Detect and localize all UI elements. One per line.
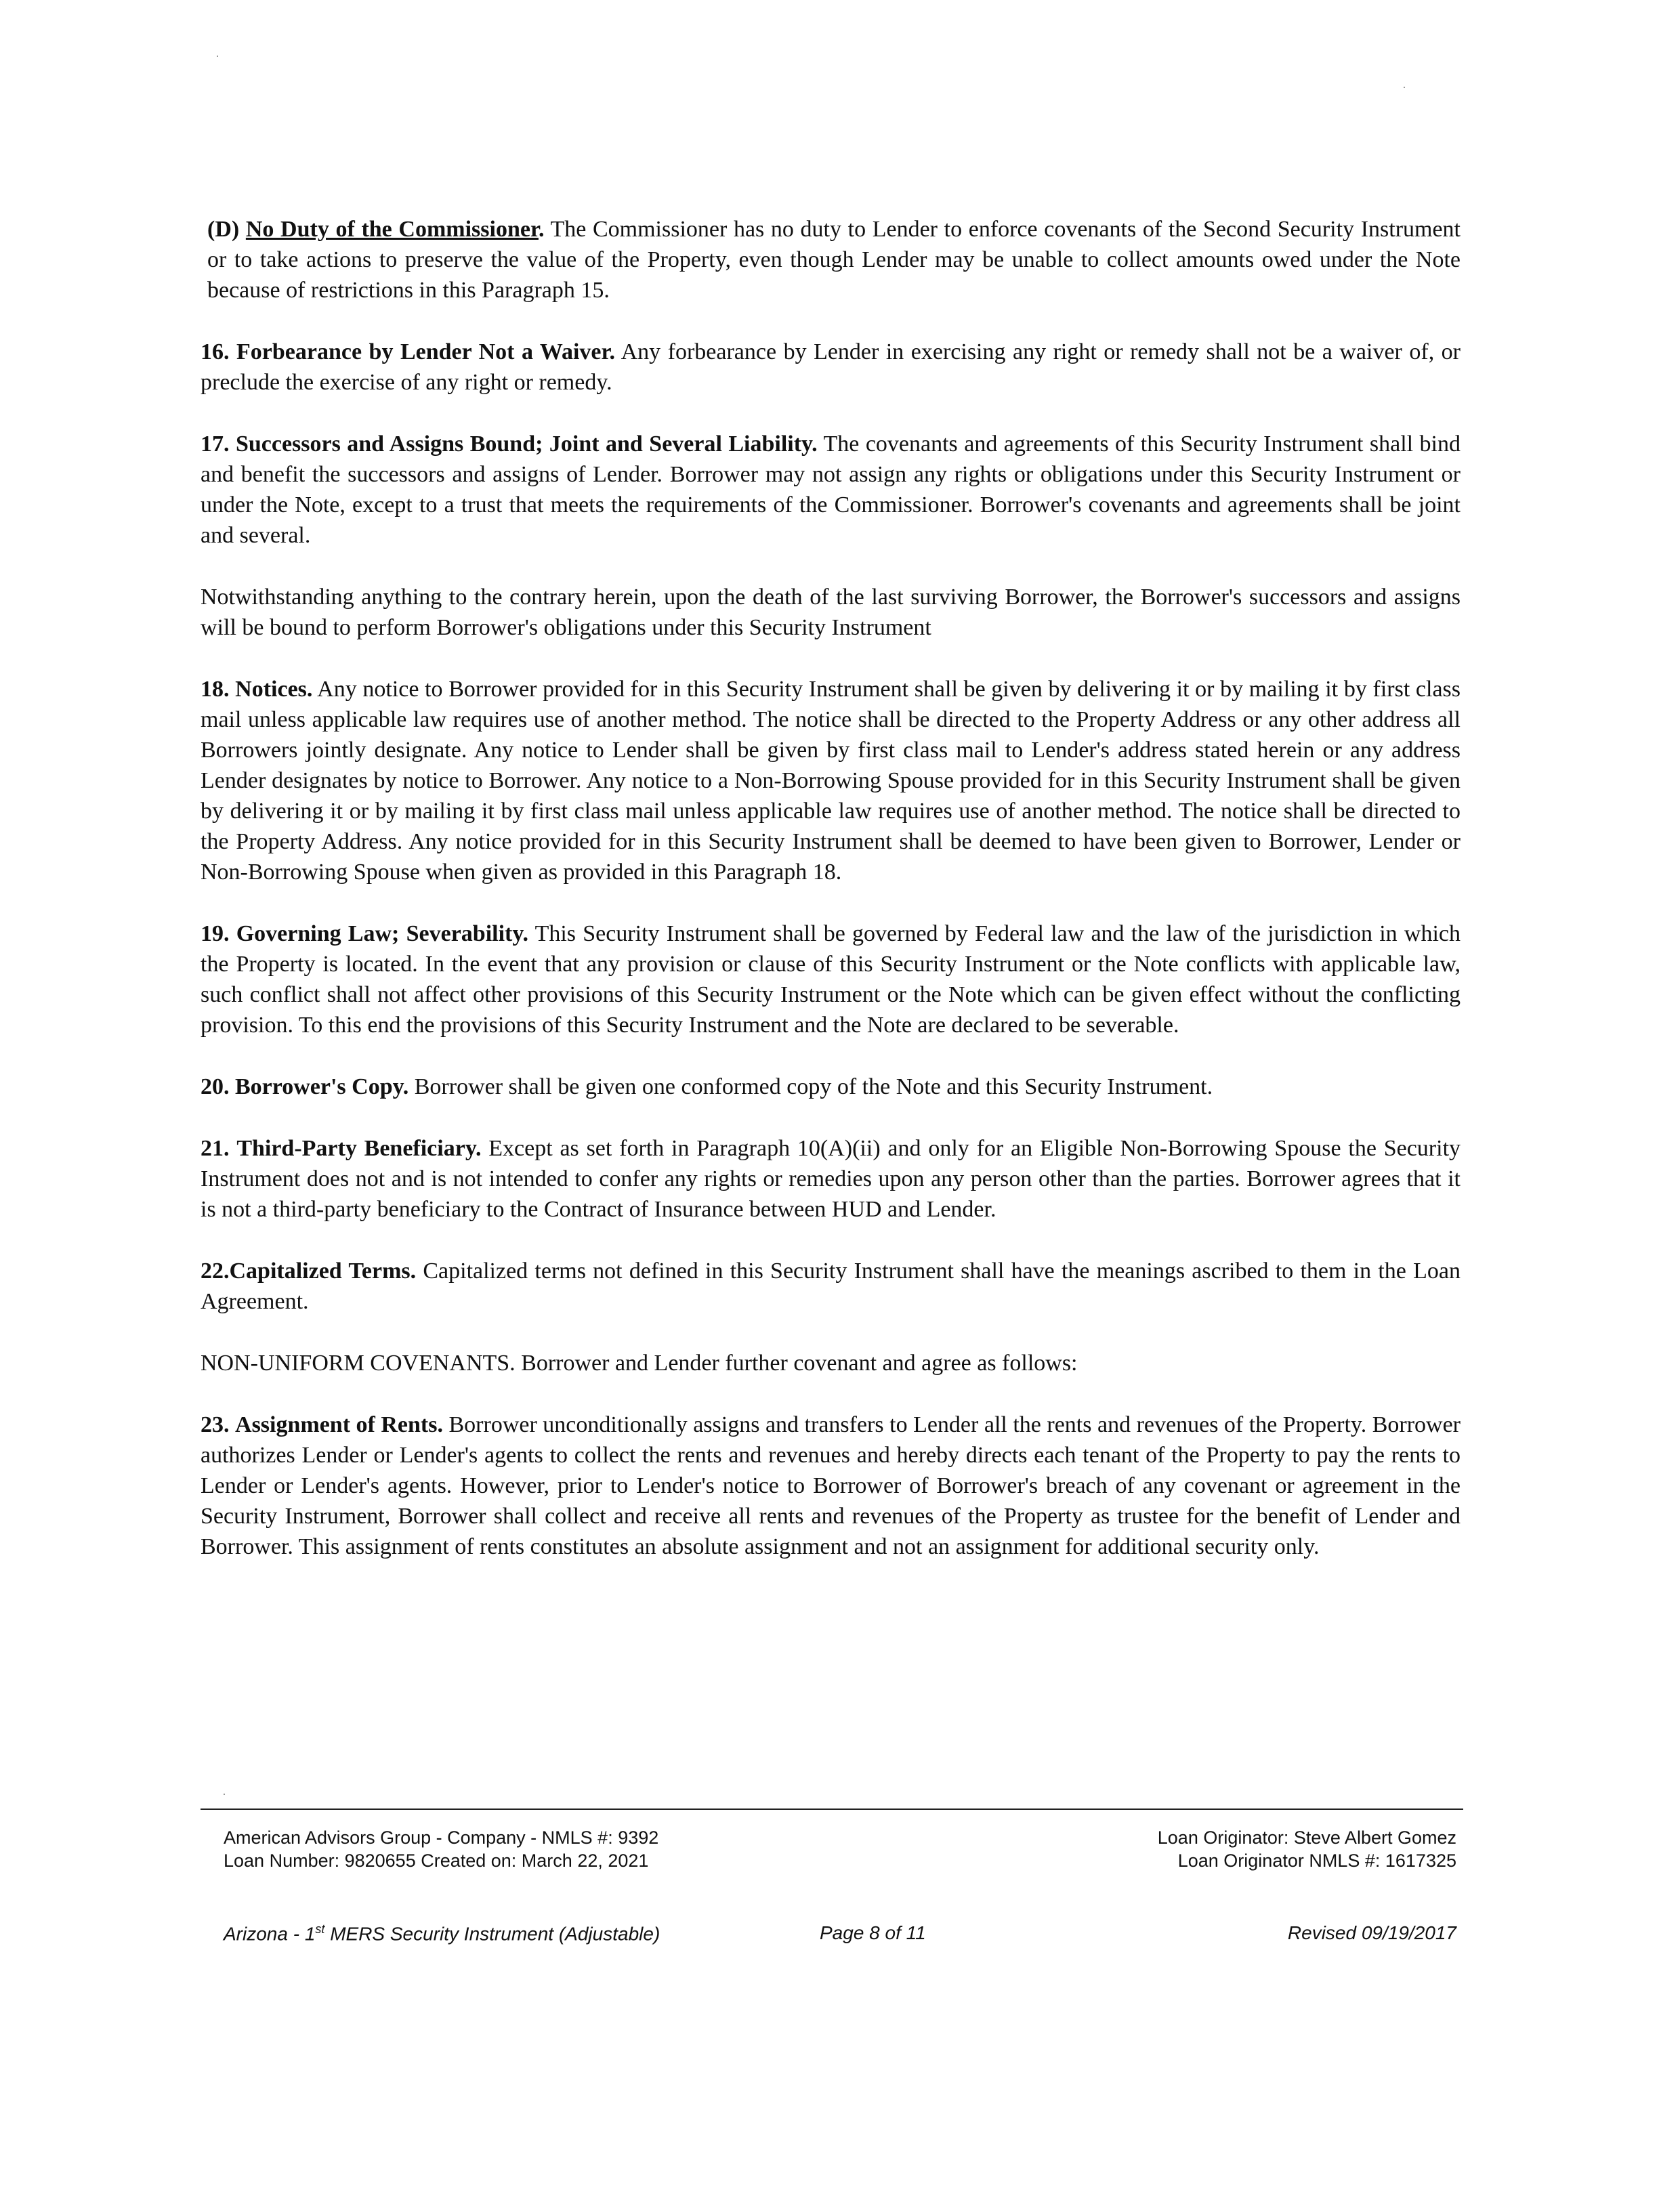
paragraph-21-third-party <box>201 1133 1461 1225</box>
paragraph-number: 23. <box>201 1412 230 1437</box>
footer-divider <box>201 1808 1463 1810</box>
scan-speck <box>1404 87 1405 88</box>
paragraph-heading: Capitalized Terms. <box>229 1258 417 1284</box>
paragraph-text: Any notice to Borrower provided for in this Security Instrument shall be given by delivering it or by mailing it by first class mail unless applicable law requires use of another method. The notice shall be directed to the Property Address or any other address all Borrowers jointly designate. Any notice to Lender shall be given by first class mail to Lender's address stated herein or any address Lender designates by notice to Borrower. Any notice to a Non-Borrowing Spouse provided for in this Security Instrument shall be given by delivering it or by mailing it by first class mail unless applicable law requires use of another method. The notice shall be directed to the Property Address. Any notice provided for in this Security Instrument shall be deemed to have been given to Borrower, Lender or Non-Borrowing Spouse when given as provided in this Paragraph 18. <box>201 677 1461 885</box>
footer-originator-info <box>1158 1826 1456 1872</box>
paragraph-text: Borrower unconditionally assigns and transfers to Lender all the rents and revenues of the Property. Borrower authorizes Lender or Lender's agents to collect the rents and revenues and hereby directs each tenant of the Property to pay the rents to Lender or Lender's agents. However, prior to Lender's notice to Borrower of Borrower's breach of any covenant or agreement in the Security Instrument, Borrower shall collect and receive all rents and revenues of the Property as trustee for the benefit of Lender and Borrower. This assignment of rents constitutes an absolute assignment and not an assignment for additional security only. <box>201 1412 1461 1559</box>
paragraph-text: This Security Instrument shall be governed by Federal law and the law of the jurisdiction in which the Property is located. In the event that any provision or clause of this Security Instrument or the Note conflicts with applicable law, such conflict shall not affect other provisions of this Security Instrument or the Note which can be given effect without the conflicting provision. To this end the provisions of this Security Instrument and the Note are declared to be severable. <box>201 921 1461 1038</box>
paragraph-number: 18. <box>201 677 230 702</box>
paragraph-heading: Notices. <box>235 677 313 702</box>
form-name-suffix: MERS Security Instrument (Adjustable) <box>324 1923 660 1945</box>
paragraph-heading: Forbearance by Lender Not a Waiver. <box>236 339 615 364</box>
paragraph-text: Notwithstanding anything to the contrary herein, upon the death of the last surviving Borrower, the Borrower's successors and assigns will be bound to perform Borrower's obligations under this Security Instrument <box>201 585 1461 640</box>
paragraph-number: 21. <box>201 1136 230 1161</box>
heading-punctuation: . <box>538 217 545 242</box>
page-number: Page 8 of 11 <box>820 1922 926 1943</box>
footer-lender-info <box>224 1826 658 1872</box>
paragraph-number: 17. <box>201 431 230 457</box>
paragraph-22-capitalized-terms <box>201 1256 1461 1317</box>
paragraph-non-uniform-covenants <box>201 1348 1461 1378</box>
form-name-prefix: Arizona - 1 <box>224 1923 316 1945</box>
paragraph-23-assignment-of-rents <box>201 1410 1461 1562</box>
company-nmls-line: American Advisors Group - Company - NMLS #: 9392 <box>224 1827 659 1848</box>
paragraph-d-no-duty <box>201 214 1461 305</box>
revision-date: Revised 09/19/2017 <box>1287 1922 1456 1943</box>
loan-number-line: Loan Number: 9820655 Created on: March 22, 2021 <box>224 1850 649 1871</box>
paragraph-heading: No Duty of the Commissioner <box>245 217 539 242</box>
paragraph-text: Borrower shall be given one conformed copy of the Note and this Security Instrument. <box>408 1074 1213 1099</box>
scan-speck <box>224 1794 225 1795</box>
paragraph-text: Capitalized terms not defined in this Security Instrument shall have the meanings ascribed to them in the Loan Agreement. <box>201 1258 1461 1314</box>
paragraph-number: 19. <box>201 921 230 946</box>
paragraph-heading: Governing Law; Severability. <box>236 921 528 946</box>
form-name <box>224 1922 660 1945</box>
paragraph-17-successors <box>201 429 1461 551</box>
paragraph-number: 16. <box>201 339 230 364</box>
form-name-superscript: st <box>315 1922 325 1936</box>
paragraph-number: 20. <box>201 1074 230 1099</box>
paragraph-heading: Third-Party Beneficiary. <box>236 1136 482 1161</box>
paragraph-notwithstanding <box>201 582 1461 643</box>
scan-speck <box>217 56 218 57</box>
paragraph-heading: Borrower's Copy. <box>235 1074 409 1099</box>
paragraph-18-notices <box>201 674 1461 887</box>
paragraph-19-governing-law <box>201 918 1461 1040</box>
document-body <box>201 214 1461 1593</box>
paragraph-number: 22. <box>201 1258 230 1284</box>
paragraph-text: Except as set forth in Paragraph 10(A)(ii) and only for an Eligible Non-Borrowing Spouse the Security Instrument does not and is not intended to confer any rights or remedies upon any person other than the parties. Borrower agrees that it is not a third-party beneficiary to the Contract of Insurance between HUD and Lender. <box>201 1136 1461 1222</box>
paragraph-text: The covenants and agreements of this Security Instrument shall bind and benefit the successors and assigns of Lender. Borrower may not assign any rights or obligations under this Security Instrument or under the Note, except to a trust that meets the requirements of the Commissioner. Borrower's covenants and agreements shall be joint and several. <box>201 431 1461 548</box>
paragraph-16-forbearance <box>201 337 1461 398</box>
paragraph-text: NON-UNIFORM COVENANTS. Borrower and Lender further covenant and agree as follows: <box>201 1351 1078 1376</box>
paragraph-heading: Assignment of Rents. <box>235 1412 443 1437</box>
paragraph-text: Any forbearance by Lender in exercising any right or remedy shall not be a waiver of, or preclude the exercise of any right or remedy. <box>201 339 1461 395</box>
loan-originator-line: Loan Originator: Steve Albert Gomez <box>1157 1827 1456 1848</box>
paragraph-number: (D) <box>207 217 240 242</box>
paragraph-heading: Successors and Assigns Bound; Joint and Several Liability. <box>235 431 818 457</box>
paragraph-20-borrowers-copy <box>201 1072 1461 1102</box>
paragraph-text: The Commissioner has no duty to Lender to enforce covenants of the Second Security Instrument or to take actions to preserve the value of the Property, even though Lender may be unable to collect amounts owed under the Note because of restrictions in this Paragraph 15. <box>207 217 1461 303</box>
originator-nmls-line: Loan Originator NMLS #: 1617325 <box>1177 1850 1456 1871</box>
